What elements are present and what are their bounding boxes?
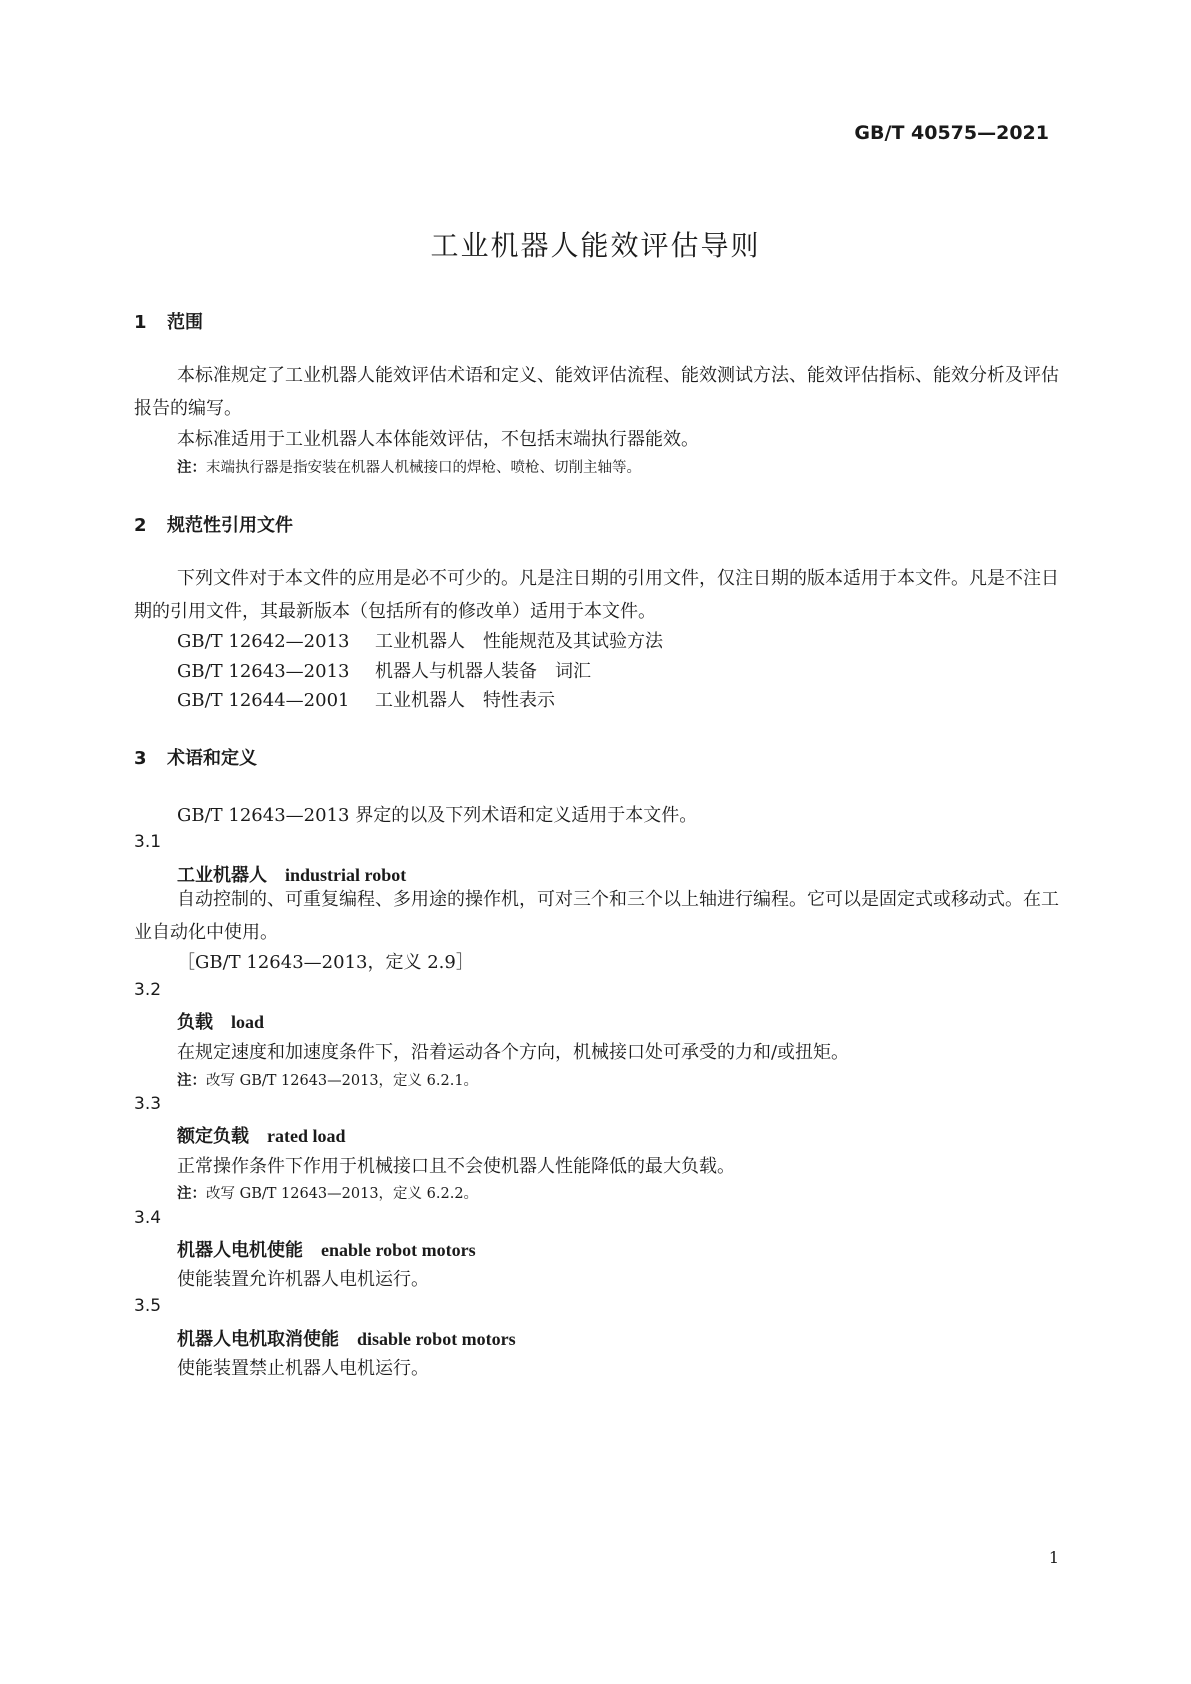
term-number: 3.2 — [134, 980, 162, 1000]
term-chinese: 额定负载 — [177, 1126, 249, 1147]
reference-item — [177, 686, 555, 712]
term-number: 3.3 — [134, 1094, 162, 1114]
section-1-note — [177, 456, 641, 477]
note-label: 注： — [177, 1073, 206, 1089]
reference-item — [177, 657, 591, 683]
section-3-intro: GB/T 12643—2013 界定的以及下列术语和定义适用于本文件。 — [177, 805, 698, 826]
reference-code: GB/T 12643—2013 — [177, 661, 350, 682]
term-number: 3.1 — [134, 832, 162, 852]
reference-item — [177, 627, 663, 653]
reference-code: GB/T 12642—2013 — [177, 631, 350, 652]
term-definition: 使能装置允许机器人电机运行。 — [177, 1269, 429, 1290]
term-heading — [177, 1122, 346, 1148]
section-number: 1 — [134, 312, 147, 333]
term-definition: 使能装置禁止机器人电机运行。 — [177, 1358, 429, 1379]
page-number: 1 — [1048, 1548, 1059, 1567]
note-text: 末端执行器是指安装在机器人机械接口的焊枪、喷枪、切削主轴等。 — [206, 460, 641, 476]
term-chinese: 机器人电机取消使能 — [177, 1329, 339, 1350]
reference-title-part1: 工业机器人 — [375, 690, 465, 711]
reference-title-part1: 工业机器人 — [375, 631, 465, 652]
section-2-intro: 下列文件对于本文件的应用是必不可少的。凡是注日期的引用文件，仅注日期的版本适用于本文件。凡是不注日期的引用文件，其最新版本（包括所有的修改单）适用于本文件。 — [134, 568, 1059, 622]
note-text: 改写 GB/T 12643—2013，定义 6.2.2。 — [206, 1186, 479, 1202]
term-note — [177, 1069, 478, 1090]
section-3-heading — [134, 744, 257, 770]
section-title: 规范性引用文件 — [167, 515, 293, 536]
reference-title-part2: 性能规范及其试验方法 — [483, 631, 663, 652]
term-english: load — [231, 1012, 265, 1032]
reference-title-part2: 词汇 — [555, 661, 591, 682]
term-chinese: 机器人电机使能 — [177, 1240, 303, 1261]
term-definition: 在规定速度和加速度条件下，沿着运动各个方向，机械接口处可承受的力和/或扭矩。 — [177, 1042, 850, 1063]
note-label: 注： — [177, 1186, 206, 1202]
term-english: enable robot motors — [321, 1240, 476, 1260]
term-chinese: 工业机器人 — [177, 865, 267, 886]
section-1-paragraph-2: 本标准适用于工业机器人本体能效评估，不包括末端执行器能效。 — [177, 429, 699, 450]
reference-title-part2: 特性表示 — [483, 690, 555, 711]
section-number: 3 — [134, 748, 147, 769]
section-1-paragraph-1: 本标准规定了工业机器人能效评估术语和定义、能效评估流程、能效测试方法、能效评估指标、能效分析及评估报告的编写。 — [134, 365, 1059, 419]
term-number: 3.5 — [134, 1296, 162, 1316]
term-chinese: 负载 — [177, 1012, 213, 1033]
document-title: 工业机器人能效评估导则 — [430, 229, 761, 262]
term-english: rated load — [267, 1126, 346, 1146]
reference-title-part1: 机器人与机器人装备 — [375, 661, 537, 682]
section-title: 术语和定义 — [167, 748, 257, 769]
term-note — [177, 1182, 478, 1203]
term-source: ［GB/T 12643—2013，定义 2.9］ — [177, 952, 474, 973]
note-label: 注： — [177, 460, 206, 476]
reference-code: GB/T 12644—2001 — [177, 690, 350, 711]
term-heading — [177, 1236, 476, 1262]
standard-number: GB/T 40575—2021 — [854, 122, 1049, 144]
section-title: 范围 — [167, 312, 203, 333]
term-heading — [177, 1008, 264, 1034]
term-heading — [177, 1325, 516, 1351]
term-english: disable robot motors — [357, 1329, 516, 1349]
section-number: 2 — [134, 515, 147, 536]
note-text: 改写 GB/T 12643—2013，定义 6.2.1。 — [206, 1073, 479, 1089]
term-number: 3.4 — [134, 1208, 162, 1228]
section-2-heading — [134, 511, 293, 537]
term-english: industrial robot — [285, 865, 407, 885]
term-definition: 正常操作条件下作用于机械接口且不会使机器人性能降低的最大负载。 — [177, 1156, 735, 1177]
term-definition: 自动控制的、可重复编程、多用途的操作机，可对三个和三个以上轴进行编程。它可以是固定式或移动式。在工业自动化中使用。 — [134, 889, 1059, 943]
section-1-heading — [134, 308, 203, 334]
